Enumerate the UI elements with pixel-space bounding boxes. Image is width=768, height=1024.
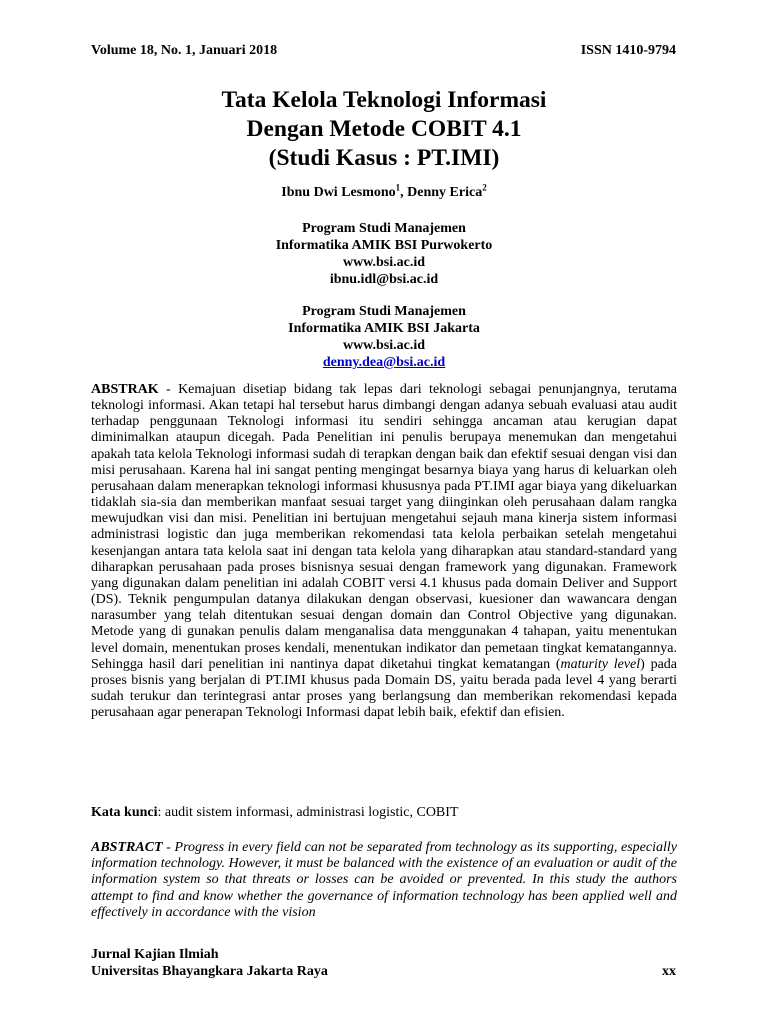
page-footer [91,946,676,980]
abstract-en-label: ABSTRACT [91,840,163,855]
affiliation-2-dept: Program Studi Manajemen [302,304,466,319]
keywords [91,804,677,821]
footer-university: Universitas Bhayangkara Jakarta Raya [91,964,328,979]
affiliation-2 [60,303,708,371]
affiliation-2-institution: Informatika AMIK BSI Jakarta [288,321,480,336]
title-line-2: Dengan Metode COBIT 4.1 [246,116,522,142]
affiliation-1-institution: Informatika AMIK BSI Purwokerto [275,238,493,253]
abstract-id-text-2: ) pada proses bisnis yang berjalan di PT.IMI khusus pada Domain DS, yaitu berada pada level 4 yang berarti sudah terukur dan terintegrasi antar proses yang berlangsung dan memberikan rekomendasi kepada perusahaan agar penerapan Teknologi Informasi dapat lebih baik, efektif dan efisien. [91,656,677,721]
author-list [60,182,708,201]
affiliation-1-email: ibnu.idl@bsi.ac.id [329,272,439,287]
abstract-id-italic-term: maturity level [560,656,641,672]
affiliation-1-dept: Program Studi Manajemen [302,221,466,236]
abstract-id [91,382,677,721]
author-1-affil-mark: 1 [395,182,401,193]
abstract-en-text: - Progress in every field can not be separated from technology as its supporting, especially information technology. However, it must be balanced with the existence of an evaluation or audit of the information system so that threats or losses can be avoided or prevented. In this study the authors attempt to find and know whether the governance of information technology has been applied well and effectively in accordance with the vision [91,840,677,920]
affiliation-1 [60,220,708,288]
title-line-1: Tata Kelola Teknologi Informasi [221,87,547,113]
volume-info: Volume 18, No. 1, Januari 2018 [91,43,278,58]
affiliation-1-website: www.bsi.ac.id [342,255,426,270]
author-2: Denny Erica [407,185,483,200]
footer-journal: Jurnal Kajian Ilmiah [91,947,219,962]
abstract-en [91,840,677,924]
affiliation-2-email-link[interactable]: denny.dea@bsi.ac.id [322,355,446,370]
paper-title [60,86,708,173]
abstract-id-text-1: - Kemajuan disetiap bidang tak lepas dari teknologi sebagai penunjangnya, terutama teknologi informasi. Akan tetapi hal tersebut harus dimbangi dengan adanya sebuah evaluasi atau audit terhadap penggunaan Teknologi informasi itu sendiri sehingga ancaman atau kerugian dapat diminimalkan ataupun dicegah. Pada Penelitian ini penulis berupaya menemukan dan mengetahui apakah tata kelola Teknologi informasi sudah di terapkan dengan baik dan efektif sesuai dengan visi dan misi perusahaan. Karena hal ini sangat penting mengingat besarnya biaya yang harus di keluarkan oleh perusahaan dalam menerapkan teknologi informasi khususnya pada PT.IMI agar biaya yang dikeluarkan tidaklah sia-sia dan memberikan manfaat sesuai target yang diinginkan oleh perusahaan dalam rangka mewujudkan visi dan misi. Penelitian ini bertujuan mengetahui sejauh mana kinerja sistem informasi administrasi logistic dan juga memberikan rekomendasi tata kelola perbaikan setelah mengetahui kesenjangan antara tata kelola saat ini dengan tata kelola yang diharapkan atau standard-standard yang diharapkan perusahaan pada proses bisnisnya sesuai dengan framework yang digunakan. Framework yang digunakan dalam penelitian ini adalah COBIT versi 4.1 khusus pada domain Deliver and Support (DS). Teknik pengumpulan datanya dilakukan dengan observasi, kuesioner dan wawancara dengan narasumber yang telah ditentukan sesuai dengan domain dan Control Objective yang digunakan. Metode yang di gunakan penulis dalam menganalisa data menggunakan 4 tahapan, yaitu menentukan level domain, menentukan proses kendali, menentukan indikator dan pemetaan tingkat kematangannya. Sehingga hasil dari penelitian ini nantinya dapat diketahui tingkat kematangan ( [91,382,677,672]
author-1: Ibnu Dwi Lesmono [281,185,396,200]
title-line-3: (Studi Kasus : PT.IMI) [268,145,500,171]
issn: ISSN 1410-9794 [580,43,676,58]
author-2-affil-mark: 2 [482,182,487,193]
keywords-text: : audit sistem informasi, administrasi logistic, COBIT [157,805,459,820]
running-header [91,43,676,59]
affiliation-2-website: www.bsi.ac.id [342,338,426,353]
abstract-id-label: ABSTRAK [91,382,159,397]
author-separator: , [400,185,408,200]
keywords-label: Kata kunci [91,805,158,820]
page-number: xx [662,964,676,979]
